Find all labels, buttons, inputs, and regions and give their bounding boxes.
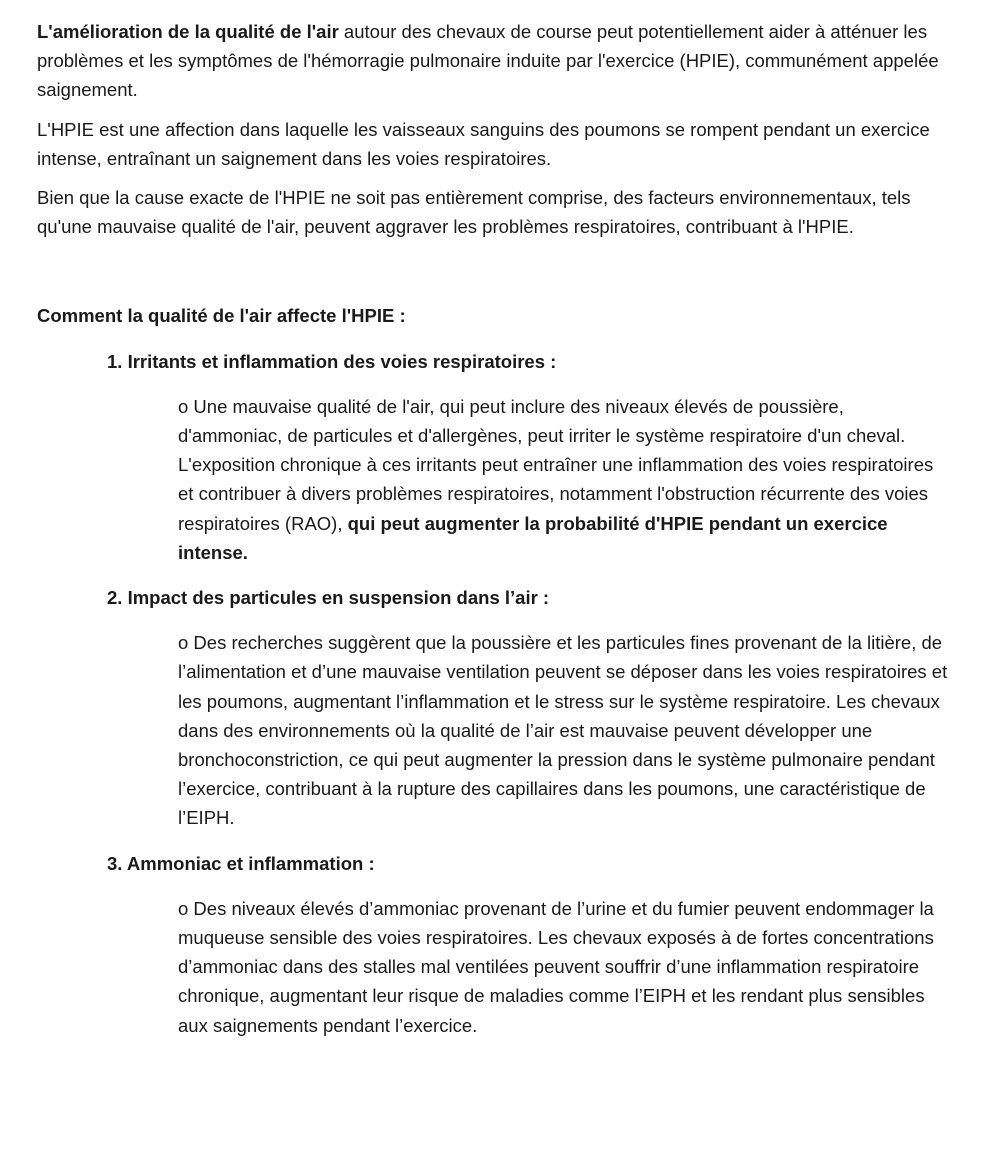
intro-paragraph-2: L'HPIE est une affection dans laquelle les vaisseaux sanguins des poumons se rompent pendant un exercice intense, entraînant un saignement dans les voies respiratoires. [37,118,930,169]
list-item-body: o Des niveaux élevés d’ammoniac provenant de l’urine et du fumier peuvent endommager la muqueuse sensible des voies respiratoires. Les chevaux exposés à de fortes concentrations d’ammoniac dans des stalles mal ventilées peuvent souffrir d’une inflammation respiratoire chronique, augmentant leur risque de maladies comme l’EIPH et les rendant plus sensibles aux saignements pendant l’exercice. [178,897,934,1036]
list-item-title: 2. Impact des particules en suspension dans l’air : [107,587,550,609]
list-item-body: o Des recherches suggèrent que la poussière et les particules fines provenant de la litière, de l’alimentation et d’une mauvaise ventilation peuvent se déposer dans les voies respiratoires et les poumons, augmentant l’inflammation et le stress sur le système respiratoire. Les chevaux dans des environnements où la qualité de l’air est mauvaise peuvent développer une bronchoconstriction, ce qui peut augmenter la pression dans le système pulmonaire pendant l’exercice, contribuant à la rupture des capillaires dans les poumons, une caractéristique de l’EIPH. [178,632,948,829]
list-item-body [178,392,948,567]
list-item [107,347,949,567]
intro-bold-lead: L'amélioration de la qualité de l'air [37,21,339,42]
list-item-title: 1. Irritants et inflammation des voies respiratoires : [107,350,557,372]
list-item [107,849,949,1040]
intro-paragraph-1-text: autour des chevaux de course peut potentiellement aider à atténuer les problèmes et les symptômes de l'hémorragie pulmonaire induite par l'exercice (HPIE), communément appelée saignement. [37,21,939,101]
section-heading: Comment la qualité de l'air affecte l'HPIE : [37,305,406,327]
intro-paragraph-3: Bien que la cause exacte de l'HPIE ne soit pas entièrement comprise, des facteurs environnementaux, tels qu'une mauvaise qualité de l'air, peuvent aggraver les problèmes respiratoires, contribuant à l'HPIE. [37,187,911,238]
list-item-body-bold: qui peut augmenter la probabilité d'HPIE pendant un exercice intense. [178,512,888,563]
intro-paragraph-1 [37,17,949,105]
document-page [37,17,949,1040]
list-item [107,583,949,833]
list-item-title: 3. Ammoniac et inflammation : [107,852,375,874]
list-item-body-text: o Une mauvaise qualité de l'air, qui peut inclure des niveaux élevés de poussière, d'ammoniac, de particules et d'allergènes, peut irriter le système respiratoire d'un cheval. L'exposition chronique à ces irritants peut entraîner une inflammation des voies respiratoires et contribuer à divers problèmes respiratoires, notamment l'obstruction récurrente des voies respiratoires (RAO), [178,395,934,534]
